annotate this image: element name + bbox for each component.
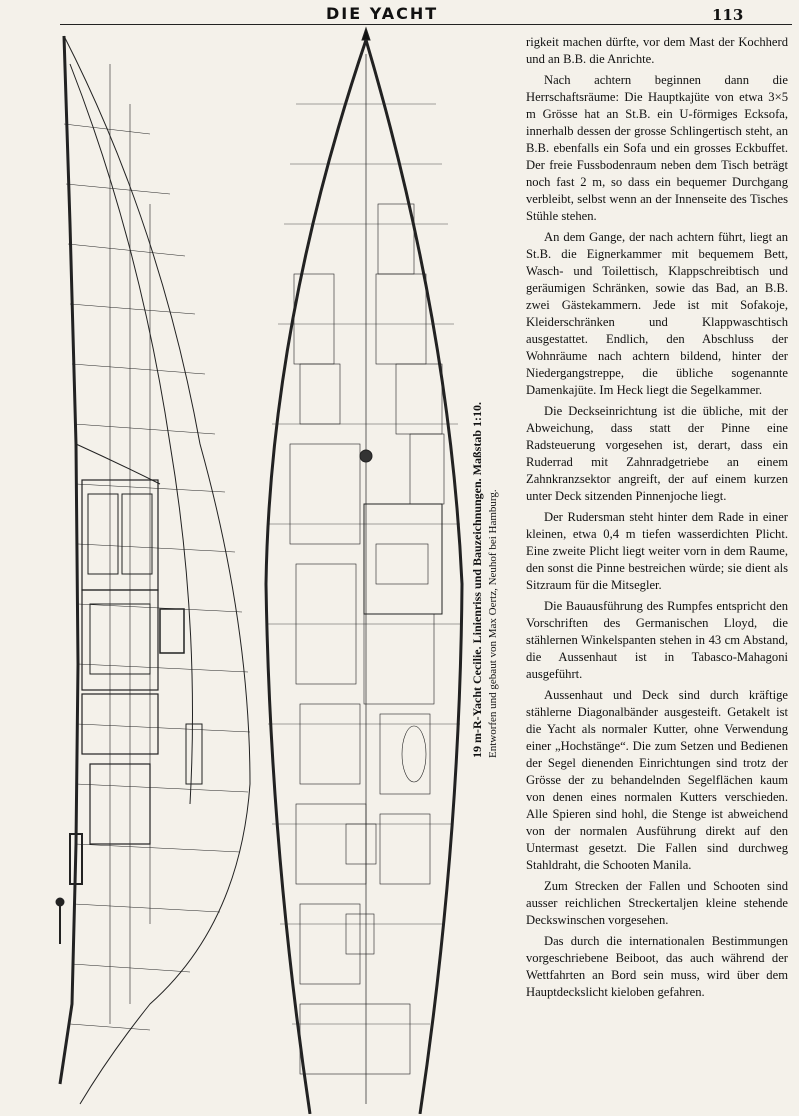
caption-title: 19 m-R-Yacht Cecilie. Linienriss und Bauzeichnungen. Maßstab 1:10.: [470, 401, 484, 758]
paragraph: Zum Strecken der Fallen und Schooten sind ausser reichlichen Streckertaljen kleine stehende Deckswinschen vorgesehen.: [526, 879, 788, 927]
caption-credit: Entworfen und gebaut von Max Oertz, Neuhof bei Hamburg.: [487, 489, 499, 758]
paragraph: Das durch die internationalen Bestimmungen vorgeschriebene Beiboot, das auch während der Wettfahrten an Bord sein muss, wird über dem Hauptdeckslicht kieloben gefahren.: [526, 934, 788, 999]
running-head: [0, 4, 799, 26]
side-elevation-drawing: [56, 36, 250, 1104]
paragraph: Der Rudersman steht hinter dem Rade in einer kleinen, etwa 0,4 m tiefen wasserdichten Plicht. Eine zweite Plicht liegt weiter vorn in dem Raume, den sonst die Pinne bestreichen würde; sie dient als Sitzraum für die Mitsegler.: [526, 510, 788, 592]
paragraph: Die Deckseinrichtung ist die übliche, mit der Abweichung, dass statt der Pinne eine Radsteuerung vorgesehen ist, derart, dass ein Ruderrad mit Zahnradgetriebe an einem Zahnkranzsektor angreift, der auf einem kurzen unter Deck sitzenden Pinnenjoche liegt.: [526, 404, 788, 503]
paragraph: An dem Gange, der nach achtern führt, liegt an St.B. die Eignerkammer mit bequemem Bett, Wasch- und Toilettisch, Klappschreibtisch und geräumigen Schränken, sowie das Bad, an B.B. zwei Gästekammern. Jede ist mit Sofakoje, Kleiderschränken und Klappwaschtisch ausgestattet. Endlich, den Abschluss der Wohnräume nach achtern bildend, hinter der Niedergangstreppe, die übliche sogenannte Damenkajüte. Im Heck liegt die Segelkammer.: [526, 230, 788, 397]
deck-plan-drawing: [266, 28, 462, 1114]
paragraph: Nach achtern beginnen dann die Herrschaftsräume: Die Hauptkajüte von etwa 3×5 m Grösse hat an St.B. ein U-förmiges Ecksofa, innerhalb dessen der grosse Schlingertisch steht, an B.B. ebenfalls ein Sofa und ein grosses Eckbuffet. Der freie Fussbodenraum neben dem Tisch beträgt noch fast 2 m, so dass ein bequemer Durchgang verbleibt, selbst wenn an der Innenseite des Tisches Stühle stehen.: [526, 73, 788, 223]
yacht-drawings: [0, 24, 520, 1114]
paragraph: Aussenhaut und Deck sind durch kräftige stählerne Diagonalbänder ausgesteift. Getakelt ist die Yacht als normaler Kutter, ohne Verwendung einer „Hochstänge“. Die zum Setzen und Bedienen der Segel dienenden Einrichtungen sind trotz der Grösse der zu behandelnden Segelflächen kaum von denen eines normalen Kutters verschieden. Alle Spieren sind hohl, die Stenge ist abweichend von der normalen Ausführung direkt auf den Untermast gesetzt. Die Fallen sind durchweg Stahldraht, die Schooten Manila.: [526, 688, 788, 872]
article-text-column: [526, 34, 788, 1005]
figure-caption: [470, 378, 516, 758]
page-number: 113: [712, 6, 744, 24]
journal-title: DIE YACHT: [326, 4, 439, 23]
paragraph: Die Bauausführung des Rumpfes entspricht den Vorschriften des Germanischen Lloyd, die stählernen Winkelspanten stehen in 43 cm Abstand, die Aussenhaut ist in Tabasco-Mahagoni ausgeführt.: [526, 599, 788, 681]
paragraph: rigkeit machen dürfte, vor dem Mast der Kochherd und an B.B. die Anrichte.: [526, 35, 788, 66]
